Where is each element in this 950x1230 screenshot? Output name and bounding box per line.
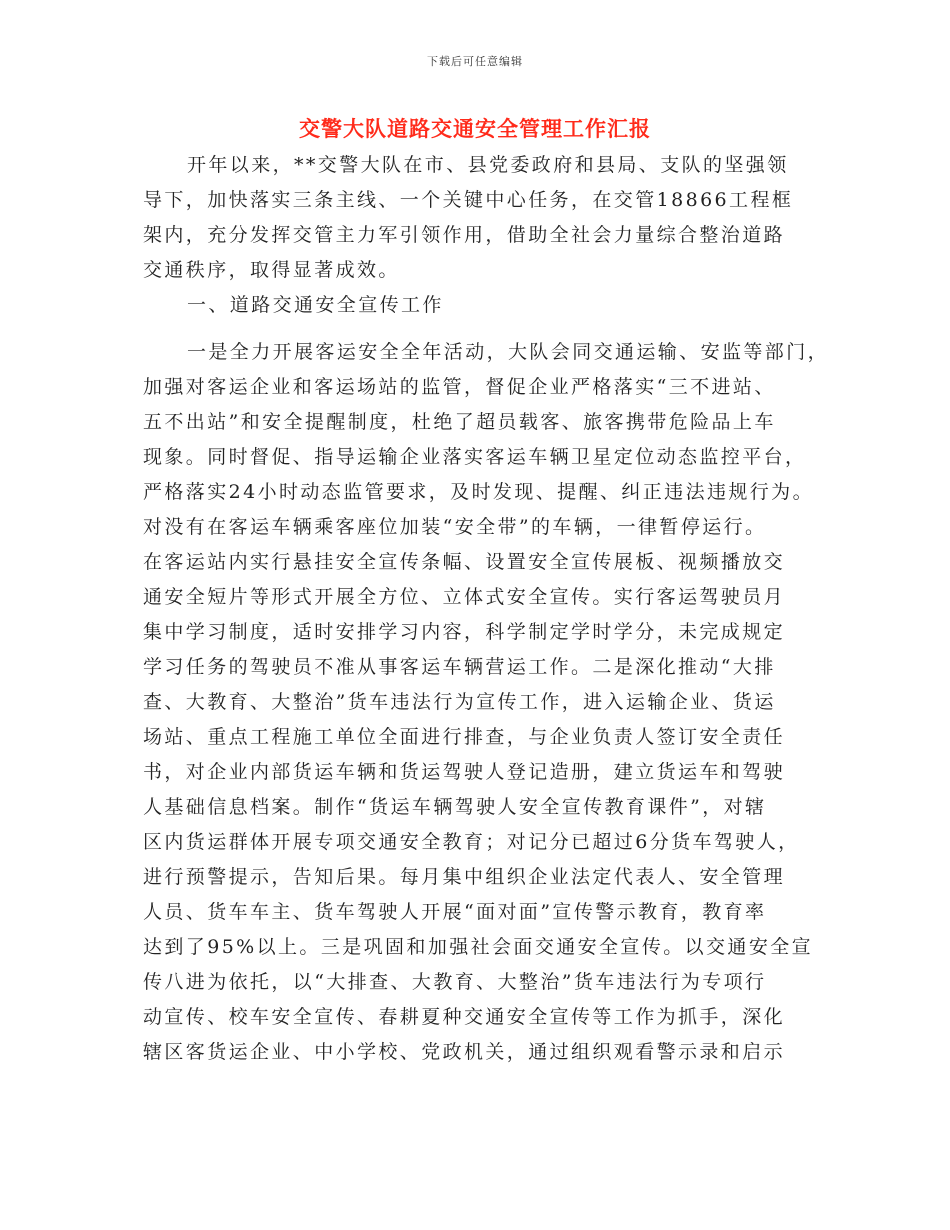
section-heading: 一、道路交通安全宣传工作 — [187, 294, 444, 316]
paragraph-line: 交通秩序，取得显著成效。 — [143, 259, 400, 281]
paragraph-line: 一是全力开展客运安全全年活动，大队会同交通运输、安监等部门， — [187, 341, 830, 363]
paragraph-line: 进行预警提示，告知后果。每月集中组织企业法定代表人、安全管理 — [143, 866, 786, 888]
paragraph-line: 查、大教育、大整治”货车违法行为宣传工作，进入运输企业、货运 — [143, 691, 776, 713]
paragraph-line: 达到了95%以上。三是巩固和加强社会面交通安全宣传。以交通安全宣 — [143, 936, 814, 958]
paragraph-line: 人基础信息档案。制作“货运车辆驾驶人安全宣传教育课件”，对辖 — [143, 796, 767, 818]
paragraph-line: 书，对企业内部货运车辆和货运驾驶人登记造册，建立货运车和驾驶 — [143, 761, 786, 783]
paragraph-line: 动宣传、校车安全宣传、春耕夏种交通安全宣传等工作为抓手，深化 — [143, 1006, 786, 1028]
paragraph-line: 架内，充分发挥交管主力军引领作用，借助全社会力量综合整治道路 — [143, 224, 786, 246]
paragraph-line: 开年以来，**交警大队在市、县党委政府和县局、支队的坚强领 — [187, 154, 789, 176]
paragraph-line: 场站、重点工程施工单位全面进行排查，与企业负责人签订安全责任 — [143, 726, 786, 748]
paragraph-line: 在客运站内实行悬挂安全宣传条幅、设置安全宣传展板、视频播放交 — [143, 551, 786, 573]
paragraph-line: 学习任务的驾驶员不准从事客运车辆营运工作。二是深化推动“大排 — [143, 656, 776, 678]
paragraph-line: 人员、货车车主、货车驾驶人开展“面对面”宣传警示教育，教育率 — [143, 901, 767, 923]
paragraph-line: 传八进为依托，以“大排查、大教育、大整治”货车违法行为专项行 — [143, 971, 767, 993]
download-note: 下载后可任意编辑 — [427, 55, 523, 68]
paragraph-line: 区内货运群体开展专项交通安全教育；对记分已超过6分货车驾驶人， — [143, 831, 800, 853]
paragraph-line: 导下，加快落实三条主线、一个关键中心任务，在交管18866工程框 — [143, 189, 794, 211]
paragraph-line: 现象。同时督促、指导运输企业落实客运车辆卫星定位动态监控平台， — [143, 446, 807, 468]
paragraph-line: 通安全短片等形式开展全方位、立体式安全宣传。实行客运驾驶员月 — [143, 586, 786, 608]
document-title: 交警大队道路交通安全管理工作汇报 — [299, 116, 651, 141]
paragraph-line: 加强对客运企业和客运场站的监管，督促企业严格落实“三不进站、 — [143, 376, 776, 398]
paragraph-line: 集中学习制度，适时安排学习内容，科学制定学时学分，未完成规定 — [143, 621, 786, 643]
paragraph-line: 五不出站”和安全提醒制度，杜绝了超员载客、旅客携带危险品上车 — [143, 411, 776, 433]
paragraph-line: 严格落实24小时动态监管要求，及时发现、提醒、纠正违法违规行为。 — [143, 481, 814, 503]
paragraph-line: 辖区客货运企业、中小学校、党政机关，通过组织观看警示录和启示 — [143, 1041, 786, 1063]
paragraph-line: 对没有在客运车辆乘客座位加装“安全带”的车辆，一律暂停运行。 — [143, 516, 767, 538]
